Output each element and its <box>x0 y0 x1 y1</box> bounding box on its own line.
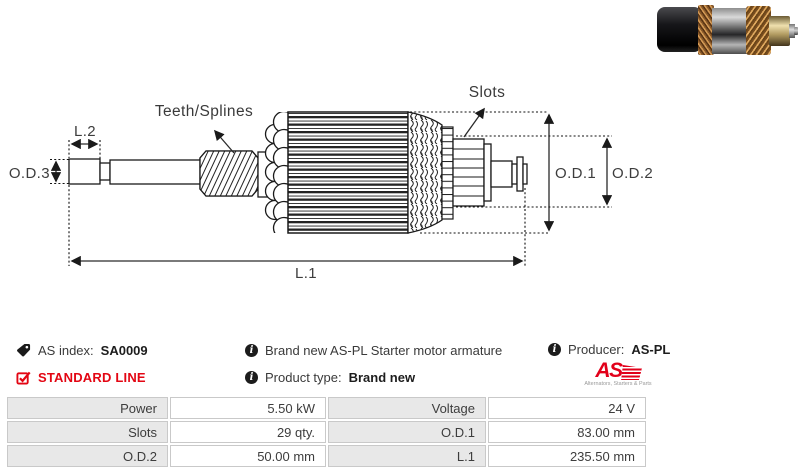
standard-line-entry <box>16 369 146 385</box>
armature-core <box>288 112 408 233</box>
info-icon: i <box>245 371 258 384</box>
dimension-od3 <box>9 160 69 184</box>
dimension-l2 <box>69 123 100 162</box>
svg-text:O.D.1: O.D.1 <box>555 165 597 182</box>
shaft-collar <box>517 157 523 191</box>
product-photo <box>655 2 797 58</box>
spec-value: 235.50 mm <box>488 445 646 467</box>
info-icon: i <box>245 344 258 357</box>
commutator-riser <box>442 127 453 219</box>
shaft-long <box>110 160 202 184</box>
tag-icon <box>16 343 31 358</box>
product-type-entry <box>245 369 415 385</box>
as-index-label: AS index: <box>38 342 94 358</box>
winding-weave <box>408 112 442 233</box>
spec-value: 5.50 kW <box>170 397 326 419</box>
photo-winding-right <box>746 6 771 55</box>
as-logo-tagline: Alternators, Starters & Parts <box>584 381 652 387</box>
photo-core-wrap <box>657 7 702 52</box>
photo-shaft-nub <box>794 27 798 35</box>
as-logo-text: AS <box>595 359 622 382</box>
callout-teeth-splines <box>155 103 253 153</box>
commutator-ring <box>484 144 491 201</box>
checkbox-icon <box>16 370 31 385</box>
spec-label: Voltage <box>328 397 486 419</box>
as-index-entry <box>16 342 148 358</box>
shaft-end-right <box>491 161 512 187</box>
description-text: Brand new AS-PL Starter motor armature <box>265 342 503 358</box>
description-entry <box>245 342 502 358</box>
shaft-nub <box>523 164 527 184</box>
spec-label: Slots <box>7 421 168 443</box>
photo-commutator <box>769 16 790 46</box>
product-info-strip <box>0 336 800 396</box>
svg-text:L.2: L.2 <box>73 123 97 140</box>
armature-shape <box>69 112 527 239</box>
info-icon: i <box>548 343 561 356</box>
spec-label: O.D.1 <box>328 421 486 443</box>
spec-label: L.1 <box>328 445 486 467</box>
svg-text:L.1: L.1 <box>294 265 318 282</box>
product-type-value: Brand new <box>348 369 416 385</box>
shaft-groove <box>512 164 517 184</box>
shaft-end-left <box>69 159 100 184</box>
as-logo-flag-icon <box>619 365 643 380</box>
as-pl-logo <box>578 360 658 387</box>
as-index-value: SA0009 <box>100 342 148 358</box>
svg-text:O.D.3: O.D.3 <box>8 165 50 182</box>
product-type-label: Product type: <box>265 369 342 385</box>
svg-text:O.D.2: O.D.2 <box>612 165 654 182</box>
photo-core <box>712 8 748 54</box>
svg-text:Teeth/Splines: Teeth/Splines <box>154 103 254 120</box>
spec-value: 24 V <box>488 397 646 419</box>
producer-entry <box>548 341 670 357</box>
callout-slots <box>464 84 505 137</box>
spec-label: O.D.2 <box>7 445 168 467</box>
spec-value: 50.00 mm <box>170 445 326 467</box>
spec-value: 83.00 mm <box>488 421 646 443</box>
svg-text:Slots: Slots <box>468 84 506 101</box>
spec-table <box>7 397 646 467</box>
shaft-neck <box>100 163 110 180</box>
spec-label: Power <box>7 397 168 419</box>
spec-value: 29 qty. <box>170 421 326 443</box>
standard-line-label: STANDARD LINE <box>38 369 146 385</box>
producer-value: AS-PL <box>631 341 671 357</box>
producer-label: Producer: <box>568 341 625 357</box>
